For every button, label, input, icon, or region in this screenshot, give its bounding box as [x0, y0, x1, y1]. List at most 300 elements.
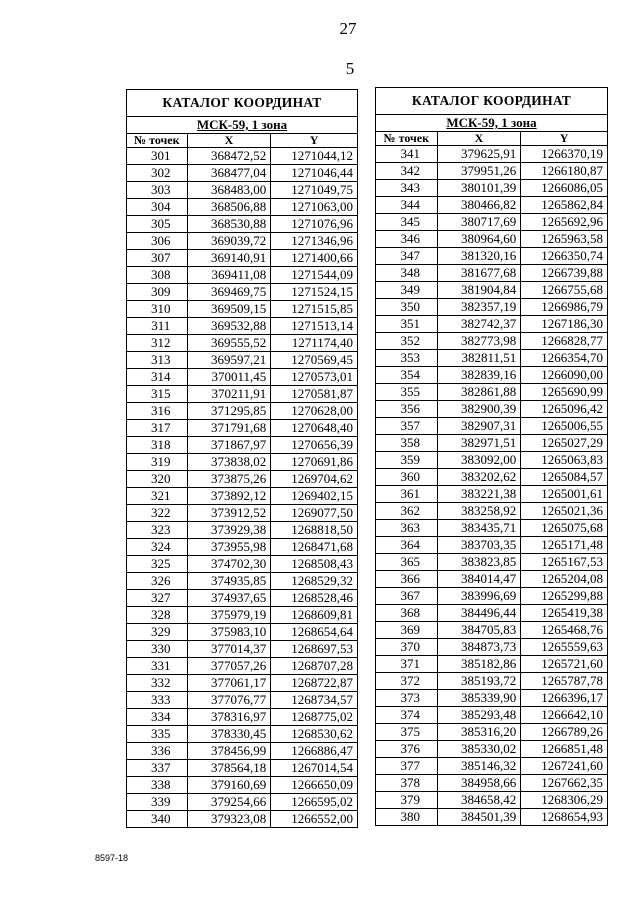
point-number-cell: 335 — [127, 726, 188, 743]
point-number-cell: 324 — [127, 539, 188, 556]
x-coordinate-cell: 368477,04 — [187, 165, 271, 182]
y-coordinate-cell: 1265204,08 — [521, 571, 608, 588]
point-number-cell: 329 — [127, 624, 188, 641]
x-coordinate-cell: 377061,17 — [187, 675, 271, 692]
table-row — [127, 301, 358, 318]
point-number-cell: 380 — [376, 809, 438, 826]
table-row — [127, 743, 358, 760]
x-coordinate-cell: 379323,08 — [187, 811, 271, 828]
table-row — [127, 539, 358, 556]
y-coordinate-cell: 1268722,87 — [271, 675, 358, 692]
y-coordinate-cell: 1266180,87 — [521, 163, 608, 180]
x-coordinate-cell: 382907,31 — [437, 418, 521, 435]
point-number-cell: 342 — [376, 163, 438, 180]
table-row — [376, 656, 608, 673]
table-row — [127, 250, 358, 267]
x-coordinate-cell: 382861,88 — [437, 384, 521, 401]
x-coordinate-cell: 369597,21 — [187, 352, 271, 369]
x-coordinate-cell: 379625,91 — [437, 146, 521, 163]
point-number-cell: 333 — [127, 692, 188, 709]
table-row — [127, 437, 358, 454]
point-number-cell: 309 — [127, 284, 188, 301]
y-coordinate-cell: 1267241,60 — [521, 758, 608, 775]
table-row — [127, 624, 358, 641]
y-coordinate-cell: 1270648,40 — [271, 420, 358, 437]
y-coordinate-cell: 1266552,00 — [271, 811, 358, 828]
table-row — [127, 590, 358, 607]
x-coordinate-cell: 368472,52 — [187, 148, 271, 165]
point-number-cell: 363 — [376, 520, 438, 537]
point-number-cell: 334 — [127, 709, 188, 726]
x-coordinate-cell: 385182,86 — [437, 656, 521, 673]
x-coordinate-cell: 383823,85 — [437, 554, 521, 571]
table-row — [127, 454, 358, 471]
y-coordinate-cell: 1265006,55 — [521, 418, 608, 435]
y-coordinate-cell: 1266086,05 — [521, 180, 608, 197]
table-row — [376, 639, 608, 656]
sub-page-number: 5 — [345, 59, 355, 78]
x-coordinate-cell: 380101,39 — [437, 180, 521, 197]
table-body — [376, 146, 608, 826]
y-coordinate-cell: 1267186,30 — [521, 316, 608, 333]
point-number-cell: 319 — [127, 454, 188, 471]
table-body — [127, 148, 358, 828]
table-row — [376, 605, 608, 622]
point-number-cell: 367 — [376, 588, 438, 605]
point-number-cell: 325 — [127, 556, 188, 573]
y-coordinate-cell: 1269077,50 — [271, 505, 358, 522]
x-coordinate-cell: 384958,66 — [437, 775, 521, 792]
table-row — [376, 435, 608, 452]
y-coordinate-cell: 1268530,62 — [271, 726, 358, 743]
point-number-cell: 364 — [376, 537, 438, 554]
y-coordinate-cell: 1265963,58 — [521, 231, 608, 248]
table-row — [127, 318, 358, 335]
table-row — [376, 673, 608, 690]
y-coordinate-cell: 1270569,45 — [271, 352, 358, 369]
table-row — [376, 809, 608, 826]
point-number-cell: 347 — [376, 248, 438, 265]
y-coordinate-cell: 1265001,61 — [521, 486, 608, 503]
table-row — [376, 588, 608, 605]
x-coordinate-cell: 370011,45 — [187, 369, 271, 386]
table-row — [127, 148, 358, 165]
x-coordinate-cell: 381320,16 — [437, 248, 521, 265]
table-row — [127, 403, 358, 420]
table-row — [376, 299, 608, 316]
table-row — [127, 199, 358, 216]
point-number-cell: 318 — [127, 437, 188, 454]
table-row — [127, 709, 358, 726]
point-number-cell: 372 — [376, 673, 438, 690]
table-row — [376, 248, 608, 265]
y-coordinate-cell: 1271346,96 — [271, 233, 358, 250]
x-coordinate-cell: 378564,18 — [187, 760, 271, 777]
point-number-cell: 308 — [127, 267, 188, 284]
table-row — [376, 452, 608, 469]
y-coordinate-cell: 1271044,12 — [271, 148, 358, 165]
table-row — [127, 658, 358, 675]
point-number-cell: 353 — [376, 350, 438, 367]
point-number-cell: 351 — [376, 316, 438, 333]
x-coordinate-cell: 375979,19 — [187, 607, 271, 624]
x-coordinate-cell: 379951,26 — [437, 163, 521, 180]
table-row — [376, 163, 608, 180]
y-coordinate-cell: 1268609,81 — [271, 607, 358, 624]
table-row — [127, 556, 358, 573]
table-zone: МСК-59, 1 зона — [376, 115, 608, 132]
point-number-cell: 369 — [376, 622, 438, 639]
table-row — [127, 284, 358, 301]
table-row — [376, 265, 608, 282]
point-number-cell: 310 — [127, 301, 188, 318]
x-coordinate-cell: 371867,97 — [187, 437, 271, 454]
x-coordinate-cell: 373929,38 — [187, 522, 271, 539]
x-coordinate-cell: 374935,85 — [187, 573, 271, 590]
table-row — [376, 401, 608, 418]
table-row — [127, 216, 358, 233]
x-coordinate-cell: 379254,66 — [187, 794, 271, 811]
y-coordinate-cell: 1270573,01 — [271, 369, 358, 386]
x-coordinate-cell: 373955,98 — [187, 539, 271, 556]
y-coordinate-cell: 1265299,88 — [521, 588, 608, 605]
point-number-cell: 301 — [127, 148, 188, 165]
point-number-cell: 306 — [127, 233, 188, 250]
x-coordinate-cell: 369532,88 — [187, 318, 271, 335]
table-row — [376, 486, 608, 503]
table-row — [376, 724, 608, 741]
y-coordinate-cell: 1265468,76 — [521, 622, 608, 639]
y-coordinate-cell: 1265021,36 — [521, 503, 608, 520]
header-point-number: № точек — [376, 132, 438, 146]
point-number-cell: 349 — [376, 282, 438, 299]
x-coordinate-cell: 383202,62 — [437, 469, 521, 486]
point-number-cell: 377 — [376, 758, 438, 775]
y-coordinate-cell: 1269704,62 — [271, 471, 358, 488]
x-coordinate-cell: 383435,71 — [437, 520, 521, 537]
table-row — [127, 675, 358, 692]
y-coordinate-cell: 1268471,68 — [271, 539, 358, 556]
x-coordinate-cell: 383703,35 — [437, 537, 521, 554]
x-coordinate-cell: 385193,72 — [437, 673, 521, 690]
table-row — [127, 573, 358, 590]
y-coordinate-cell: 1270691,86 — [271, 454, 358, 471]
x-coordinate-cell: 385146,32 — [437, 758, 521, 775]
point-number-cell: 315 — [127, 386, 188, 403]
x-coordinate-cell: 383221,38 — [437, 486, 521, 503]
y-coordinate-cell: 1268734,57 — [271, 692, 358, 709]
x-coordinate-cell: 384705,83 — [437, 622, 521, 639]
x-coordinate-cell: 385339,90 — [437, 690, 521, 707]
table-row — [376, 690, 608, 707]
x-coordinate-cell: 382900,39 — [437, 401, 521, 418]
table-row — [127, 420, 358, 437]
x-coordinate-cell: 369509,15 — [187, 301, 271, 318]
point-number-cell: 330 — [127, 641, 188, 658]
coordinate-catalog-table-right — [375, 87, 608, 826]
y-coordinate-cell: 1265171,48 — [521, 537, 608, 554]
table-row — [376, 741, 608, 758]
y-coordinate-cell: 1266851,48 — [521, 741, 608, 758]
point-number-cell: 302 — [127, 165, 188, 182]
table-row — [127, 607, 358, 624]
table-row — [376, 180, 608, 197]
x-coordinate-cell: 368506,88 — [187, 199, 271, 216]
point-number-cell: 357 — [376, 418, 438, 435]
x-coordinate-cell: 377076,77 — [187, 692, 271, 709]
point-number-cell: 320 — [127, 471, 188, 488]
point-number-cell: 370 — [376, 639, 438, 656]
y-coordinate-cell: 1266090,00 — [521, 367, 608, 384]
table-row — [376, 350, 608, 367]
table-row — [127, 777, 358, 794]
x-coordinate-cell: 385316,20 — [437, 724, 521, 741]
point-number-cell: 379 — [376, 792, 438, 809]
table-row — [376, 146, 608, 163]
y-coordinate-cell: 1265027,29 — [521, 435, 608, 452]
x-coordinate-cell: 378456,99 — [187, 743, 271, 760]
x-coordinate-cell: 373912,52 — [187, 505, 271, 522]
point-number-cell: 356 — [376, 401, 438, 418]
x-coordinate-cell: 375983,10 — [187, 624, 271, 641]
y-coordinate-cell: 1265559,63 — [521, 639, 608, 656]
table-row — [376, 520, 608, 537]
header-y: Y — [271, 134, 358, 148]
y-coordinate-cell: 1266755,68 — [521, 282, 608, 299]
y-coordinate-cell: 1266828,77 — [521, 333, 608, 350]
x-coordinate-cell: 385293,48 — [437, 707, 521, 724]
x-coordinate-cell: 371791,68 — [187, 420, 271, 437]
y-coordinate-cell: 1271544,09 — [271, 267, 358, 284]
table-row — [127, 726, 358, 743]
y-coordinate-cell: 1265692,96 — [521, 214, 608, 231]
point-number-cell: 341 — [376, 146, 438, 163]
y-coordinate-cell: 1266595,02 — [271, 794, 358, 811]
y-coordinate-cell: 1267662,35 — [521, 775, 608, 792]
y-coordinate-cell: 1268508,43 — [271, 556, 358, 573]
x-coordinate-cell: 383258,92 — [437, 503, 521, 520]
point-number-cell: 354 — [376, 367, 438, 384]
x-coordinate-cell: 384014,47 — [437, 571, 521, 588]
header-x: X — [187, 134, 271, 148]
point-number-cell: 360 — [376, 469, 438, 486]
point-number-cell: 346 — [376, 231, 438, 248]
x-coordinate-cell: 377057,26 — [187, 658, 271, 675]
x-coordinate-cell: 380717,69 — [437, 214, 521, 231]
table-row — [376, 367, 608, 384]
point-number-cell: 317 — [127, 420, 188, 437]
point-number-cell: 345 — [376, 214, 438, 231]
table-row — [376, 792, 608, 809]
y-coordinate-cell: 1271174,40 — [271, 335, 358, 352]
x-coordinate-cell: 382811,51 — [437, 350, 521, 367]
table-row — [376, 775, 608, 792]
y-coordinate-cell: 1265419,38 — [521, 605, 608, 622]
y-coordinate-cell: 1271046,44 — [271, 165, 358, 182]
table-row — [127, 522, 358, 539]
y-coordinate-cell: 1270581,87 — [271, 386, 358, 403]
table-row — [376, 384, 608, 401]
point-number-cell: 378 — [376, 775, 438, 792]
x-coordinate-cell: 377014,37 — [187, 641, 271, 658]
point-number-cell: 375 — [376, 724, 438, 741]
point-number-cell: 368 — [376, 605, 438, 622]
x-coordinate-cell: 382773,98 — [437, 333, 521, 350]
point-number-cell: 331 — [127, 658, 188, 675]
x-coordinate-cell: 368483,00 — [187, 182, 271, 199]
x-coordinate-cell: 380964,60 — [437, 231, 521, 248]
table-row — [127, 386, 358, 403]
y-coordinate-cell: 1266739,88 — [521, 265, 608, 282]
x-coordinate-cell: 373838,02 — [187, 454, 271, 471]
y-coordinate-cell: 1268818,50 — [271, 522, 358, 539]
table-row — [127, 505, 358, 522]
x-coordinate-cell: 385330,02 — [437, 741, 521, 758]
point-number-cell: 348 — [376, 265, 438, 282]
point-number-cell: 322 — [127, 505, 188, 522]
y-coordinate-cell: 1268697,53 — [271, 641, 358, 658]
table-row — [127, 267, 358, 284]
y-coordinate-cell: 1266370,19 — [521, 146, 608, 163]
x-coordinate-cell: 379160,69 — [187, 777, 271, 794]
table-row — [127, 165, 358, 182]
point-number-cell: 323 — [127, 522, 188, 539]
y-coordinate-cell: 1270656,39 — [271, 437, 358, 454]
y-coordinate-cell: 1265096,42 — [521, 401, 608, 418]
point-number-cell: 328 — [127, 607, 188, 624]
table-row — [127, 369, 358, 386]
x-coordinate-cell: 369411,08 — [187, 267, 271, 284]
point-number-cell: 313 — [127, 352, 188, 369]
x-coordinate-cell: 384496,44 — [437, 605, 521, 622]
point-number-cell: 336 — [127, 743, 188, 760]
point-number-cell: 311 — [127, 318, 188, 335]
point-number-cell: 376 — [376, 741, 438, 758]
point-number-cell: 343 — [376, 180, 438, 197]
point-number-cell: 373 — [376, 690, 438, 707]
table-row — [376, 554, 608, 571]
table-row — [376, 231, 608, 248]
y-coordinate-cell: 1268528,46 — [271, 590, 358, 607]
x-coordinate-cell: 383996,69 — [437, 588, 521, 605]
y-coordinate-cell: 1269402,15 — [271, 488, 358, 505]
y-coordinate-cell: 1266354,70 — [521, 350, 608, 367]
y-coordinate-cell: 1270628,00 — [271, 403, 358, 420]
y-coordinate-cell: 1265862,84 — [521, 197, 608, 214]
table-row — [376, 282, 608, 299]
point-number-cell: 350 — [376, 299, 438, 316]
header-y: Y — [521, 132, 608, 146]
coordinate-catalog-table-left — [126, 89, 358, 828]
x-coordinate-cell: 369039,72 — [187, 233, 271, 250]
point-number-cell: 303 — [127, 182, 188, 199]
y-coordinate-cell: 1271515,85 — [271, 301, 358, 318]
point-number-cell: 316 — [127, 403, 188, 420]
point-number-cell: 326 — [127, 573, 188, 590]
y-coordinate-cell: 1268306,29 — [521, 792, 608, 809]
table-row — [376, 503, 608, 520]
y-coordinate-cell: 1266986,79 — [521, 299, 608, 316]
y-coordinate-cell: 1266350,74 — [521, 248, 608, 265]
y-coordinate-cell: 1265690,99 — [521, 384, 608, 401]
point-number-cell: 337 — [127, 760, 188, 777]
x-coordinate-cell: 369140,91 — [187, 250, 271, 267]
point-number-cell: 359 — [376, 452, 438, 469]
point-number-cell: 338 — [127, 777, 188, 794]
x-coordinate-cell: 368530,88 — [187, 216, 271, 233]
y-coordinate-cell: 1268654,64 — [271, 624, 358, 641]
point-number-cell: 332 — [127, 675, 188, 692]
point-number-cell: 307 — [127, 250, 188, 267]
table-row — [127, 641, 358, 658]
x-coordinate-cell: 374702,30 — [187, 556, 271, 573]
y-coordinate-cell: 1266396,17 — [521, 690, 608, 707]
point-number-cell: 366 — [376, 571, 438, 588]
table-row — [127, 352, 358, 369]
page-number: 27 — [339, 19, 357, 38]
table-row — [127, 692, 358, 709]
table-row — [376, 316, 608, 333]
point-number-cell: 352 — [376, 333, 438, 350]
x-coordinate-cell: 384501,39 — [437, 809, 521, 826]
table-row — [376, 469, 608, 486]
x-coordinate-cell: 369555,52 — [187, 335, 271, 352]
point-number-cell: 361 — [376, 486, 438, 503]
x-coordinate-cell: 380466,82 — [437, 197, 521, 214]
point-number-cell: 321 — [127, 488, 188, 505]
y-coordinate-cell: 1265075,68 — [521, 520, 608, 537]
point-number-cell: 371 — [376, 656, 438, 673]
y-coordinate-cell: 1265721,60 — [521, 656, 608, 673]
table-row — [127, 488, 358, 505]
x-coordinate-cell: 373892,12 — [187, 488, 271, 505]
table-row — [127, 811, 358, 828]
x-coordinate-cell: 382839,16 — [437, 367, 521, 384]
x-coordinate-cell: 384873,73 — [437, 639, 521, 656]
point-number-cell: 305 — [127, 216, 188, 233]
x-coordinate-cell: 378316,97 — [187, 709, 271, 726]
y-coordinate-cell: 1266789,26 — [521, 724, 608, 741]
x-coordinate-cell: 370211,91 — [187, 386, 271, 403]
table-row — [376, 622, 608, 639]
point-number-cell: 339 — [127, 794, 188, 811]
x-coordinate-cell: 382357,19 — [437, 299, 521, 316]
y-coordinate-cell: 1268707,28 — [271, 658, 358, 675]
y-coordinate-cell: 1271063,00 — [271, 199, 358, 216]
point-number-cell: 304 — [127, 199, 188, 216]
x-coordinate-cell: 373875,26 — [187, 471, 271, 488]
y-coordinate-cell: 1271524,15 — [271, 284, 358, 301]
y-coordinate-cell: 1266642,10 — [521, 707, 608, 724]
y-coordinate-cell: 1265063,83 — [521, 452, 608, 469]
y-coordinate-cell: 1266886,47 — [271, 743, 358, 760]
x-coordinate-cell: 374937,65 — [187, 590, 271, 607]
table-row — [127, 471, 358, 488]
x-coordinate-cell: 382742,37 — [437, 316, 521, 333]
table-row — [127, 794, 358, 811]
table-row — [376, 707, 608, 724]
table-title: КАТАЛОГ КООРДИНАТ — [127, 90, 358, 117]
table-row — [376, 418, 608, 435]
x-coordinate-cell: 381677,68 — [437, 265, 521, 282]
y-coordinate-cell: 1271076,96 — [271, 216, 358, 233]
x-coordinate-cell: 382971,51 — [437, 435, 521, 452]
x-coordinate-cell: 369469,75 — [187, 284, 271, 301]
table-row — [127, 233, 358, 250]
x-coordinate-cell: 383092,00 — [437, 452, 521, 469]
y-coordinate-cell: 1271513,14 — [271, 318, 358, 335]
point-number-cell: 362 — [376, 503, 438, 520]
